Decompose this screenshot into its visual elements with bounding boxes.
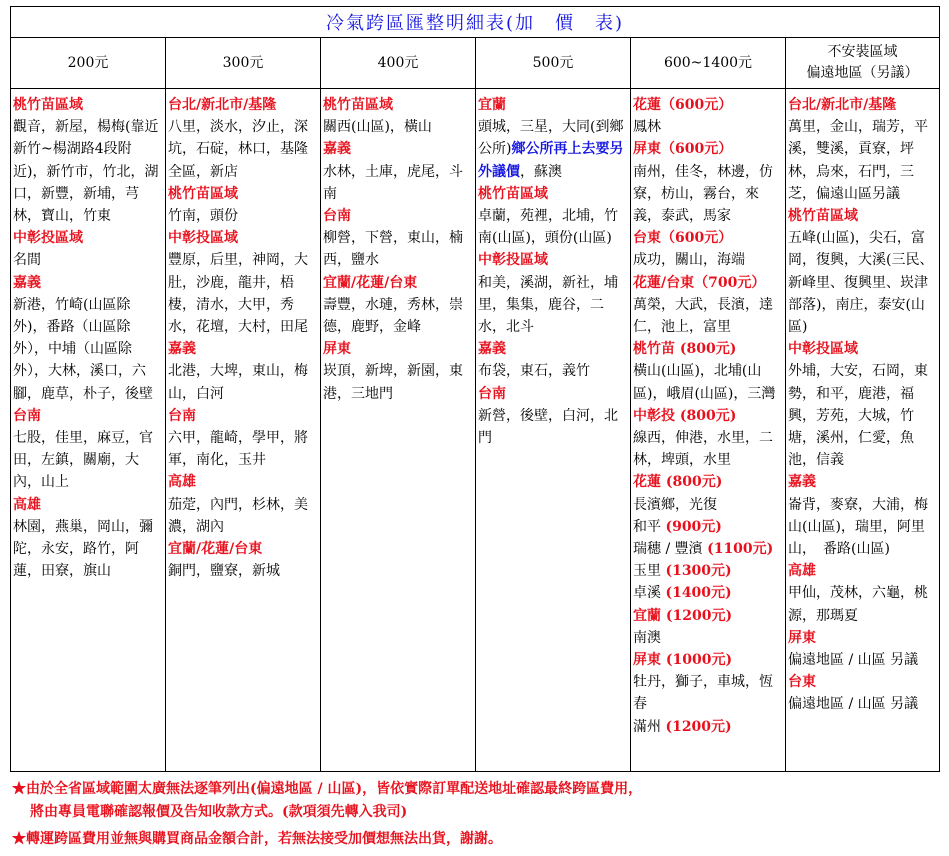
- region-label: 中彰投區域: [788, 341, 858, 358]
- area-list: 名間: [13, 252, 41, 269]
- region-label: 台東（600元）: [633, 230, 733, 247]
- region-label: 桃竹苗區域: [13, 97, 83, 113]
- area-list: 林園，燕巢，岡山，彌陀，永安，路竹，阿蓮，田寮，旗山: [13, 518, 153, 580]
- area-list: 觀音，新屋，楊梅(靠近新竹~楊湖路4段附近)，新竹市，竹北，湖口，新豐，新埔，芎林，寶山，竹東: [13, 119, 159, 225]
- region-label: 桃竹苗 (800元): [633, 341, 737, 358]
- area-price: (900元): [665, 518, 722, 535]
- area-list: 偏遠地區 / 山區 另議: [788, 652, 919, 669]
- region-label: 花蓮/台東（700元）: [633, 274, 766, 291]
- area-list: 長濱鄉，光復: [633, 496, 717, 513]
- area-names: 滿州: [633, 718, 666, 735]
- column-500: [476, 89, 631, 772]
- region-label: 花蓮 (800元): [633, 474, 723, 491]
- column-300: [166, 89, 321, 772]
- footnote-3: ★轉運跨區費用並無與購買商品金額合計，若無法接受加價想無法出貨，謝謝。: [12, 831, 502, 847]
- area-list: 萬里，金山，瑞芳，平溪，雙溪，貢寮，坪林，烏來，石門，三芝，偏遠山區另議: [788, 119, 928, 202]
- area-list: 卓蘭，苑裡，北埔，竹南(山區)，頭份(山區): [478, 208, 618, 247]
- area-list: 線西，伸港，水里，二林，埤頭，水里: [633, 430, 773, 469]
- area-price: (1400元): [665, 585, 732, 602]
- area-list: 壽豐，水璉，秀林，崇德，鹿野，金峰: [323, 296, 463, 336]
- region-label: 中彰投區域: [478, 252, 548, 269]
- region-label: 台南: [168, 407, 196, 424]
- area-list: 南澳: [633, 629, 661, 646]
- area-list: 鳳林: [633, 119, 661, 136]
- region-label: 桃竹苗區域: [788, 208, 858, 225]
- region-label: 中彰投區域: [168, 230, 238, 247]
- region-label: 台北/新北市/基隆: [788, 97, 897, 113]
- region-label: 嘉義: [323, 141, 351, 158]
- area-list: 水林，土庫，虎尾，斗南: [323, 163, 463, 202]
- priced-area: [633, 716, 783, 738]
- area-names: 瑞穗 / 豐濱: [633, 541, 708, 558]
- region-label: 宜蘭/花蓮/台東: [168, 541, 263, 558]
- region-label: 屏東: [323, 341, 351, 358]
- region-label: 台南: [13, 407, 41, 424]
- area-list: 銅門，鹽寮，新城: [168, 563, 280, 580]
- area-names: 玉里: [633, 563, 666, 580]
- region-label: 高雄: [788, 563, 816, 580]
- header-600-1400: 600~1400元: [631, 38, 786, 89]
- area-list: 北港，大埤，東山，梅山，白河: [168, 363, 308, 402]
- region-label: 嘉義: [168, 341, 196, 358]
- priced-area: [633, 516, 783, 538]
- area-list: 崁頂，新埤，新園，東港，三地門: [323, 363, 463, 402]
- area-list: 茄萣，內門，杉林，美濃，湖內: [168, 496, 308, 535]
- region-label: 嘉義: [478, 341, 506, 358]
- area-list: 橫山(山區)，北埔(山區)，峨眉(山區)，三灣: [633, 363, 776, 402]
- region-label: 高雄: [168, 474, 196, 491]
- region-label: 台東: [788, 674, 816, 691]
- negotiation-note: 鄉公所再上去要另外議價: [478, 141, 624, 180]
- area-names: 和平: [633, 518, 666, 535]
- area-list: 偏遠地區 / 山區 另議: [788, 696, 919, 713]
- area-price: (1300元): [665, 563, 732, 580]
- body-row: [11, 89, 940, 772]
- header-remote: [786, 38, 940, 89]
- area-list: 牡丹，獅子，車城，恆春: [633, 674, 773, 713]
- area-list: 柳營，下營，東山，楠西，鹽水: [323, 230, 463, 269]
- header-400: 400元: [321, 38, 476, 89]
- region-label: 宜蘭: [478, 97, 506, 113]
- footnote-2: 將由專員電聯確認報價及告知收款方式。(款項須先轉入我司): [30, 804, 408, 820]
- column-600-1400: [631, 89, 786, 772]
- area-list: 關西(山區)，橫山: [323, 119, 432, 136]
- header-300: 300元: [166, 38, 321, 89]
- area-list: 八里，淡水，汐止，深坑，石碇，林口，基隆全區，新店: [168, 119, 308, 180]
- area-list: 甲仙，茂林，六龜，桃源，那瑪夏: [788, 585, 928, 624]
- area-list: 布袋，東石，義竹: [478, 363, 590, 380]
- region-label: 高雄: [13, 496, 41, 513]
- region-label: 台北/新北市/基隆: [168, 97, 277, 113]
- region-label: 屏東: [788, 629, 816, 646]
- area-list: 新港，竹崎(山區除外)，番路（山區除外），中埔（山區除外），大林，溪口，六腳，鹿草，朴子，後壁: [13, 296, 153, 402]
- region-label: 宜蘭 (1200元): [633, 607, 733, 624]
- priced-area: [633, 582, 783, 604]
- header-500: 500元: [476, 38, 631, 89]
- region-label: 桃竹苗區域: [168, 185, 238, 202]
- region-label: 桃竹苗區域: [478, 185, 548, 202]
- area-list: 和美，溪湖，新社，埔里，集集，鹿谷，二水，北斗: [478, 274, 618, 336]
- region-label: 桃竹苗區域: [323, 97, 393, 113]
- area-list: 七股，佳里，麻豆，官田，左鎮，關廟，大內，山上: [13, 430, 153, 491]
- region-label: 花蓮（600元）: [633, 97, 733, 113]
- surcharge-table: [10, 6, 940, 772]
- area-price: (1200元): [665, 718, 732, 735]
- region-label: 台南: [323, 208, 351, 225]
- area-list: 五峰(山區)，尖石，富岡，復興，大溪(三民、新峰里、復興里、崁津部落)，南庄，泰安(山區): [788, 230, 934, 336]
- area-list: 成功，關山，海端: [633, 252, 745, 269]
- area-list: 六甲，龍崎，學甲，將軍，南化，玉井: [168, 430, 308, 469]
- area-list: 南州，佳冬，林邊，仿寮，枋山，霧台，來義，泰武，馬家: [633, 163, 773, 225]
- area-list: 外埔，大安，石岡，東勢，和平，鹿港，福興，芳苑，大城，竹塘，溪州，仁愛，魚池，信義: [788, 363, 928, 469]
- region-label: 宜蘭/花蓮/台東: [323, 274, 418, 291]
- region-label: 嘉義: [13, 274, 41, 291]
- column-remote: [786, 89, 940, 772]
- table-title: 冷氣跨區匯整明細表(加 價 表): [11, 7, 940, 38]
- region-label: 台南: [478, 385, 506, 402]
- column-200: [11, 89, 166, 772]
- priced-area: [633, 538, 783, 560]
- area-list: 頭城，三星，大同(到鄉公所): [478, 119, 624, 158]
- area-list: 萬榮，大武，長濱，達仁，池上，富里: [633, 296, 773, 336]
- area-price: (1100元): [707, 541, 774, 558]
- area-list: ，蘇澳: [520, 163, 562, 180]
- region-label: 屏東 (1000元): [633, 652, 733, 669]
- area-list: 崙背，麥寮，大浦，梅山(山區)，瑞里，阿里山， 番路(山區): [788, 496, 928, 558]
- region-label: 嘉義: [788, 474, 816, 491]
- priced-area: [633, 560, 783, 582]
- area-list: 竹南，頭份: [168, 208, 238, 225]
- region-label: 中彰投區域: [13, 230, 83, 247]
- header-remote-text: 不安裝區域 偏遠地區（另議）: [806, 44, 919, 81]
- column-400: [321, 89, 476, 772]
- region-label: 屏東（600元）: [633, 141, 733, 158]
- region-label: 中彰投 (800元): [633, 407, 737, 424]
- header-row: [11, 38, 940, 89]
- header-200: 200元: [11, 38, 166, 89]
- footnote-1: ★由於全省區域範圍太廣無法逐筆列出(偏遠地區 / 山區)，皆依實際訂單配送地址確認最終跨區費用，: [12, 781, 643, 797]
- area-names: 卓溪: [633, 585, 666, 602]
- area-list: 豐原，后里，神岡，大肚，沙鹿，龍井，梧棲，清水，大甲，秀水，花壇，大村，田尾: [168, 252, 308, 336]
- area-list: 新營，後壁，白河，北門: [478, 407, 618, 447]
